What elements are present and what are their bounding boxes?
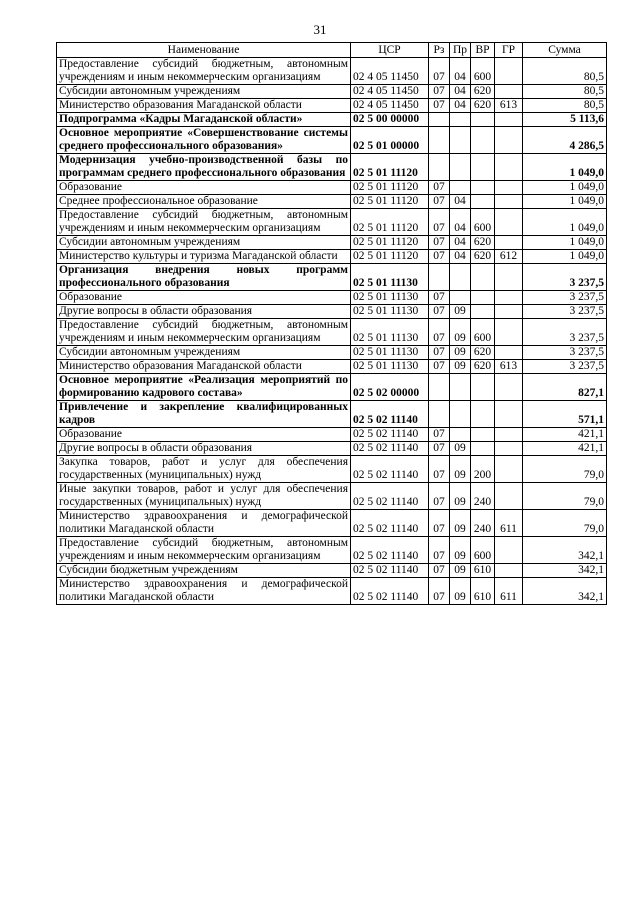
cell-rz: 07	[429, 85, 450, 99]
cell-rz	[429, 113, 450, 127]
cell-pr	[450, 428, 471, 442]
cell-sum: 342,1	[523, 564, 607, 578]
cell-pr: 04	[450, 58, 471, 85]
cell-gr	[495, 209, 523, 236]
table-row	[57, 360, 607, 374]
cell-csr: 02 5 01 11120	[351, 209, 429, 236]
table-body	[57, 58, 607, 605]
cell-pr: 04	[450, 209, 471, 236]
table-row	[57, 127, 607, 154]
table-row	[57, 305, 607, 319]
budget-table	[56, 42, 607, 605]
cell-rz: 07	[429, 291, 450, 305]
cell-gr: 611	[495, 510, 523, 537]
cell-csr: 02 5 02 11140	[351, 564, 429, 578]
cell-gr	[495, 181, 523, 195]
cell-sum: 571,1	[523, 401, 607, 428]
cell-rz: 07	[429, 195, 450, 209]
cell-rz: 07	[429, 510, 450, 537]
cell-vr: 600	[471, 58, 495, 85]
cell-vr: 620	[471, 346, 495, 360]
cell-sum: 1 049,0	[523, 250, 607, 264]
cell-csr: 02 5 00 00000	[351, 113, 429, 127]
cell-pr	[450, 401, 471, 428]
cell-gr: 612	[495, 250, 523, 264]
cell-pr: 09	[450, 360, 471, 374]
cell-rz: 07	[429, 99, 450, 113]
cell-pr	[450, 127, 471, 154]
cell-name: Субсидии бюджетным учреждениям	[57, 564, 351, 578]
table-row	[57, 537, 607, 564]
cell-rz: 07	[429, 483, 450, 510]
cell-name: Министерство образования Магаданской области	[57, 99, 351, 113]
cell-name: Министерство образования Магаданской области	[57, 360, 351, 374]
cell-vr	[471, 264, 495, 291]
cell-rz: 07	[429, 209, 450, 236]
cell-gr	[495, 154, 523, 181]
cell-pr	[450, 264, 471, 291]
cell-vr: 240	[471, 510, 495, 537]
cell-rz: 07	[429, 578, 450, 605]
cell-csr: 02 5 01 11120	[351, 181, 429, 195]
cell-csr: 02 4 05 11450	[351, 99, 429, 113]
cell-csr: 02 5 02 11140	[351, 578, 429, 605]
cell-csr: 02 5 02 11140	[351, 483, 429, 510]
cell-rz: 07	[429, 428, 450, 442]
cell-gr	[495, 401, 523, 428]
cell-csr: 02 5 02 11140	[351, 442, 429, 456]
cell-rz: 07	[429, 537, 450, 564]
cell-pr: 04	[450, 99, 471, 113]
table-row	[57, 181, 607, 195]
cell-gr: 613	[495, 99, 523, 113]
table-row	[57, 195, 607, 209]
cell-rz: 07	[429, 58, 450, 85]
cell-name: Образование	[57, 181, 351, 195]
table-row	[57, 236, 607, 250]
cell-csr: 02 5 02 11140	[351, 537, 429, 564]
cell-vr: 610	[471, 564, 495, 578]
cell-sum: 80,5	[523, 99, 607, 113]
table-row	[57, 113, 607, 127]
cell-name: Среднее профессиональное образование	[57, 195, 351, 209]
cell-sum: 3 237,5	[523, 305, 607, 319]
cell-csr: 02 5 01 11120	[351, 154, 429, 181]
cell-vr	[471, 428, 495, 442]
cell-vr	[471, 154, 495, 181]
cell-name: Иные закупки товаров, работ и услуг для обеспечения государственных (муниципальных) нужд	[57, 483, 351, 510]
cell-name: Предоставление субсидий бюджетным, автономным учреждениям и иным некоммерческим организациям	[57, 58, 351, 85]
cell-name: Предоставление субсидий бюджетным, автономным учреждениям и иным некоммерческим организациям	[57, 319, 351, 346]
table-row	[57, 346, 607, 360]
cell-sum: 3 237,5	[523, 291, 607, 305]
cell-name: Предоставление субсидий бюджетным, автономным учреждениям и иным некоммерческим организациям	[57, 537, 351, 564]
cell-sum: 827,1	[523, 374, 607, 401]
cell-sum: 79,0	[523, 456, 607, 483]
cell-name: Министерство здравоохранения и демографической политики Магаданской области	[57, 510, 351, 537]
cell-gr	[495, 564, 523, 578]
cell-pr: 09	[450, 537, 471, 564]
cell-vr: 600	[471, 319, 495, 346]
cell-pr	[450, 154, 471, 181]
cell-sum: 342,1	[523, 537, 607, 564]
cell-csr: 02 5 02 11140	[351, 510, 429, 537]
header-name: Наименование	[57, 43, 351, 58]
cell-rz: 07	[429, 442, 450, 456]
table-row	[57, 456, 607, 483]
cell-gr	[495, 85, 523, 99]
cell-name: Образование	[57, 291, 351, 305]
cell-name: Основное мероприятие «Реализация мероприятий по формированию кадрового состава»	[57, 374, 351, 401]
cell-gr	[495, 374, 523, 401]
cell-vr	[471, 401, 495, 428]
header-rz: Рз	[429, 43, 450, 58]
cell-sum: 79,0	[523, 510, 607, 537]
cell-sum: 80,5	[523, 85, 607, 99]
cell-rz	[429, 154, 450, 181]
header-vr: ВР	[471, 43, 495, 58]
cell-sum: 421,1	[523, 442, 607, 456]
cell-rz: 07	[429, 346, 450, 360]
cell-sum: 3 237,5	[523, 360, 607, 374]
cell-vr: 240	[471, 483, 495, 510]
cell-sum: 5 113,6	[523, 113, 607, 127]
cell-pr	[450, 181, 471, 195]
cell-vr: 620	[471, 99, 495, 113]
cell-pr	[450, 113, 471, 127]
cell-vr: 600	[471, 537, 495, 564]
cell-vr	[471, 127, 495, 154]
cell-pr: 09	[450, 442, 471, 456]
cell-gr	[495, 58, 523, 85]
cell-vr	[471, 305, 495, 319]
cell-gr	[495, 537, 523, 564]
table-row	[57, 483, 607, 510]
cell-vr: 620	[471, 360, 495, 374]
cell-pr: 04	[450, 85, 471, 99]
cell-name: Субсидии автономным учреждениям	[57, 236, 351, 250]
cell-csr: 02 5 01 00000	[351, 127, 429, 154]
cell-pr: 09	[450, 510, 471, 537]
cell-csr: 02 5 01 11130	[351, 305, 429, 319]
cell-sum: 1 049,0	[523, 209, 607, 236]
cell-sum: 1 049,0	[523, 181, 607, 195]
cell-pr	[450, 374, 471, 401]
table-row	[57, 319, 607, 346]
cell-csr: 02 5 01 11120	[351, 236, 429, 250]
table-row	[57, 510, 607, 537]
cell-csr: 02 5 01 11120	[351, 195, 429, 209]
table-row	[57, 85, 607, 99]
cell-gr	[495, 305, 523, 319]
table-row	[57, 154, 607, 181]
table-row	[57, 442, 607, 456]
cell-gr	[495, 236, 523, 250]
cell-pr: 09	[450, 483, 471, 510]
cell-csr: 02 5 01 11130	[351, 264, 429, 291]
cell-gr: 613	[495, 360, 523, 374]
cell-name: Модернизация учебно-производственной базы по программам среднего профессионального образования	[57, 154, 351, 181]
table-row	[57, 564, 607, 578]
cell-vr	[471, 195, 495, 209]
cell-rz: 07	[429, 250, 450, 264]
cell-sum: 421,1	[523, 428, 607, 442]
cell-gr	[495, 127, 523, 154]
cell-rz: 07	[429, 564, 450, 578]
cell-csr: 02 4 05 11450	[351, 58, 429, 85]
cell-gr	[495, 346, 523, 360]
table-row	[57, 250, 607, 264]
cell-rz: 07	[429, 319, 450, 346]
cell-sum: 3 237,5	[523, 346, 607, 360]
table-row	[57, 209, 607, 236]
cell-vr	[471, 442, 495, 456]
cell-vr: 610	[471, 578, 495, 605]
cell-csr: 02 5 02 11140	[351, 428, 429, 442]
cell-name: Субсидии автономным учреждениям	[57, 346, 351, 360]
cell-sum: 342,1	[523, 578, 607, 605]
cell-name: Министерство культуры и туризма Магаданской области	[57, 250, 351, 264]
cell-pr: 09	[450, 305, 471, 319]
header-csr: ЦСР	[351, 43, 429, 58]
cell-vr: 620	[471, 250, 495, 264]
cell-csr: 02 5 01 11120	[351, 250, 429, 264]
cell-name: Другие вопросы в области образования	[57, 442, 351, 456]
cell-sum: 80,5	[523, 58, 607, 85]
cell-gr	[495, 456, 523, 483]
cell-pr: 04	[450, 250, 471, 264]
cell-name: Подпрограмма «Кадры Магаданской области»	[57, 113, 351, 127]
cell-csr: 02 4 05 11450	[351, 85, 429, 99]
cell-csr: 02 5 01 11130	[351, 319, 429, 346]
cell-rz	[429, 401, 450, 428]
cell-name: Предоставление субсидий бюджетным, автономным учреждениям и иным некоммерческим организациям	[57, 209, 351, 236]
cell-sum: 3 237,5	[523, 319, 607, 346]
table-row	[57, 428, 607, 442]
cell-sum: 3 237,5	[523, 264, 607, 291]
cell-vr: 620	[471, 85, 495, 99]
cell-csr: 02 5 02 00000	[351, 374, 429, 401]
cell-pr: 04	[450, 236, 471, 250]
cell-gr: 611	[495, 578, 523, 605]
cell-csr: 02 5 02 11140	[351, 401, 429, 428]
cell-rz	[429, 264, 450, 291]
cell-name: Образование	[57, 428, 351, 442]
cell-sum: 1 049,0	[523, 236, 607, 250]
cell-pr: 09	[450, 578, 471, 605]
cell-vr	[471, 374, 495, 401]
cell-vr	[471, 113, 495, 127]
cell-name: Закупка товаров, работ и услуг для обеспечения государственных (муниципальных) нужд	[57, 456, 351, 483]
table-row	[57, 374, 607, 401]
cell-sum: 1 049,0	[523, 195, 607, 209]
cell-vr: 620	[471, 236, 495, 250]
cell-rz: 07	[429, 236, 450, 250]
cell-name: Другие вопросы в области образования	[57, 305, 351, 319]
cell-csr: 02 5 01 11130	[351, 291, 429, 305]
cell-sum: 4 286,5	[523, 127, 607, 154]
cell-gr	[495, 319, 523, 346]
cell-pr: 09	[450, 564, 471, 578]
cell-rz: 07	[429, 360, 450, 374]
table-row	[57, 401, 607, 428]
cell-pr: 04	[450, 195, 471, 209]
table-row	[57, 99, 607, 113]
table-header-row	[57, 43, 607, 58]
cell-pr: 09	[450, 319, 471, 346]
header-pr: Пр	[450, 43, 471, 58]
cell-gr	[495, 264, 523, 291]
cell-vr	[471, 181, 495, 195]
cell-csr: 02 5 01 11130	[351, 346, 429, 360]
cell-pr: 09	[450, 456, 471, 483]
cell-sum: 79,0	[523, 483, 607, 510]
cell-csr: 02 5 01 11130	[351, 360, 429, 374]
cell-gr	[495, 113, 523, 127]
table-row	[57, 264, 607, 291]
table-row	[57, 578, 607, 605]
cell-name: Основное мероприятие «Совершенствование системы среднего профессионального образования»	[57, 127, 351, 154]
cell-vr: 600	[471, 209, 495, 236]
cell-csr: 02 5 02 11140	[351, 456, 429, 483]
cell-gr	[495, 442, 523, 456]
cell-gr	[495, 428, 523, 442]
cell-rz	[429, 374, 450, 401]
cell-name: Министерство здравоохранения и демографической политики Магаданской области	[57, 578, 351, 605]
cell-vr	[471, 291, 495, 305]
cell-name: Организация внедрения новых программ профессионального образования	[57, 264, 351, 291]
table-row	[57, 291, 607, 305]
cell-rz	[429, 127, 450, 154]
header-sum: Сумма	[523, 43, 607, 58]
cell-name: Субсидии автономным учреждениям	[57, 85, 351, 99]
cell-sum: 1 049,0	[523, 154, 607, 181]
cell-vr: 200	[471, 456, 495, 483]
cell-rz: 07	[429, 305, 450, 319]
cell-name: Привлечение и закрепление квалифицированных кадров	[57, 401, 351, 428]
cell-rz: 07	[429, 456, 450, 483]
cell-rz: 07	[429, 181, 450, 195]
header-gr: ГР	[495, 43, 523, 58]
cell-gr	[495, 195, 523, 209]
cell-pr: 09	[450, 346, 471, 360]
cell-gr	[495, 291, 523, 305]
table-row	[57, 58, 607, 85]
cell-gr	[495, 483, 523, 510]
cell-pr	[450, 291, 471, 305]
page-number: 31	[313, 22, 327, 37]
